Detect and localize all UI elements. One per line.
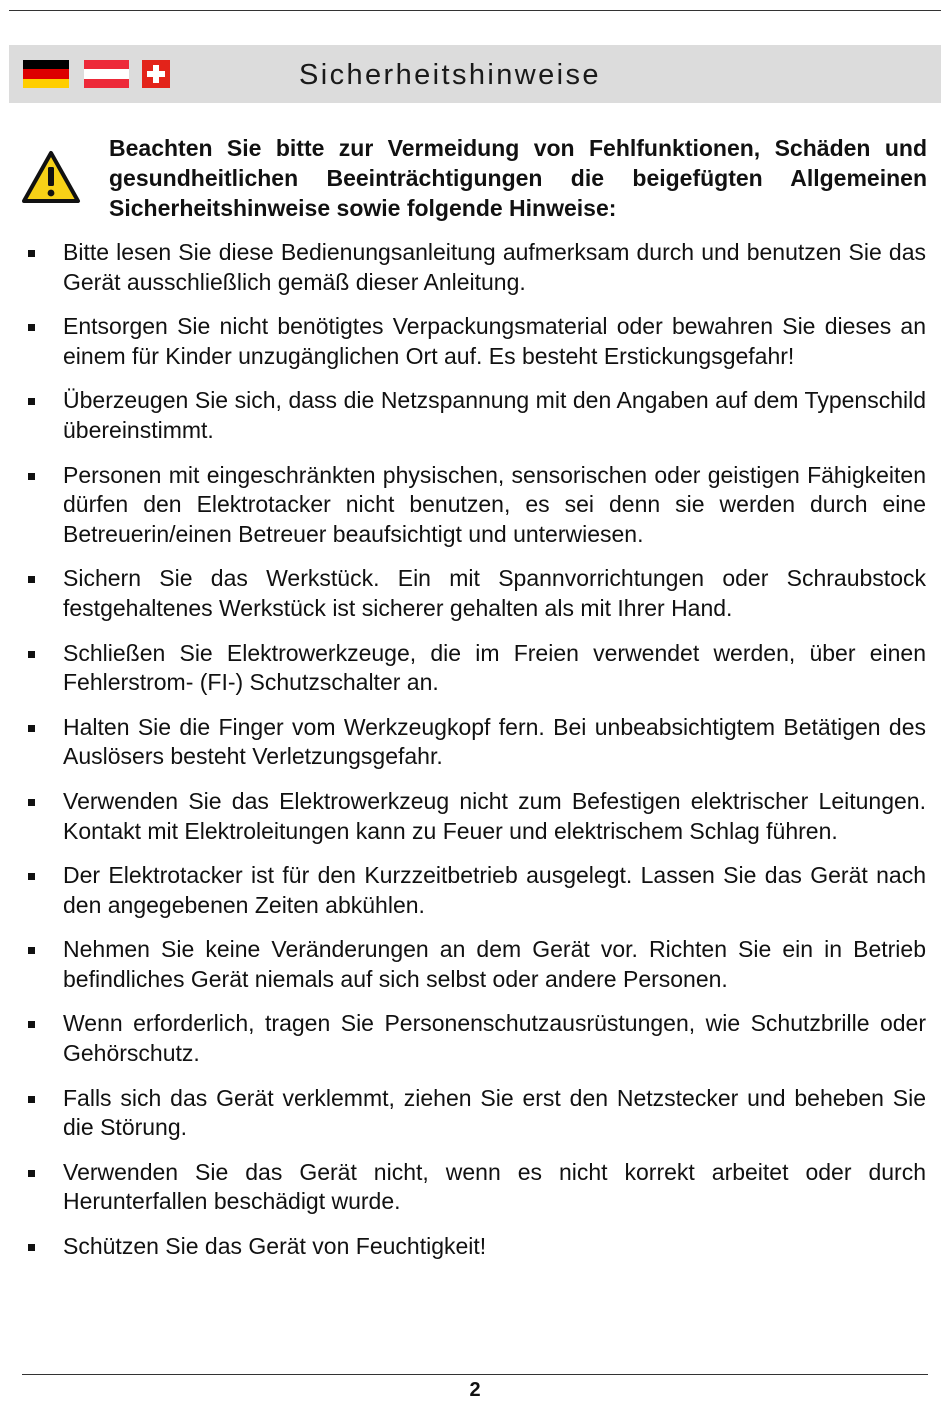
- list-item-text: Entsorgen Sie nicht benötigtes Verpackungsmaterial oder bewahren Sie dieses an einem für Kinder unzugänglichen Ort auf. Es besteht Erstickungsgefahr!: [63, 313, 926, 369]
- bullet-icon: [28, 725, 35, 732]
- list-item: [26, 713, 926, 772]
- bullet-icon: [28, 1244, 35, 1251]
- list-item-text: Halten Sie die Finger vom Werkzeugkopf fern. Bei unbeabsichtigtem Betätigen des Auslösers besteht Verletzungsgefahr.: [63, 713, 926, 770]
- bullet-icon: [28, 947, 35, 954]
- list-item: [26, 1158, 926, 1217]
- bullet-icon: [28, 324, 35, 331]
- list-item: [26, 1009, 926, 1068]
- bullet-icon: [28, 651, 35, 658]
- list-item-text: Falls sich das Gerät verklemmt, ziehen Sie erst den Netzstecker und beheben Sie die Störung.: [63, 1084, 926, 1141]
- bullet-icon: [28, 1170, 35, 1177]
- list-item-text: Überzeugen Sie sich, dass die Netzspannung mit den Angaben auf dem Typenschild übereinstimmt.: [63, 387, 926, 443]
- bullet-icon: [28, 576, 35, 583]
- intro-text: Beachten Sie bitte zur Vermeidung von Fehlfunktionen, Schäden und gesundheitlichen Beeinträchtigungen die beigefügten Allgemeinen Sicherheitshinweise sowie folgende Hinweise:: [109, 135, 927, 221]
- page-number: 2: [469, 1379, 481, 1401]
- list-item: [26, 639, 926, 698]
- list-item: [26, 312, 926, 371]
- bullet-icon: [28, 799, 35, 806]
- list-item-text: Verwenden Sie das Gerät nicht, wenn es nicht korrekt arbeitet oder durch Herunterfallen beschädigt wurde.: [63, 1158, 926, 1215]
- austria-flag-icon: [84, 60, 129, 88]
- list-item-text: Wenn erforderlich, tragen Sie Personenschutzausrüstungen, wie Schutzbrille oder Gehörschutz.: [63, 1010, 926, 1067]
- page-title: Sicherheitshinweise: [299, 59, 601, 91]
- switzerland-flag-icon: [142, 60, 170, 88]
- list-item-text: Personen mit eingeschränkten physischen, sensorischen oder geistigen Fähigkeiten dürfen den Elektrotacker nicht benutzen, es sei denn sie werden durch eine Betreuerin/einen Betreuer beaufsichtigt und unterwiesen.: [63, 461, 926, 547]
- bullet-icon: [28, 250, 35, 257]
- list-item: [26, 1084, 926, 1143]
- list-item: [26, 564, 926, 623]
- list-item: [26, 238, 926, 297]
- bullet-icon: [28, 473, 35, 480]
- bullet-icon: [28, 873, 35, 880]
- safety-notes-list: [26, 238, 926, 1277]
- section-header: [9, 45, 941, 103]
- list-item-text: Verwenden Sie das Elektrowerkzeug nicht zum Befestigen elektrischer Leitungen. Kontakt mit Elektroleitungen kann zu Feuer und elektrischem Schlag führen.: [63, 787, 926, 844]
- germany-flag-icon: [23, 60, 69, 88]
- bullet-icon: [28, 398, 35, 405]
- list-item-text: Nehmen Sie keine Veränderungen an dem Gerät vor. Richten Sie ein in Betrieb befindliches Gerät niemals auf sich selbst oder andere Personen.: [63, 936, 926, 992]
- warning-triangle-icon: [21, 150, 81, 204]
- list-item-text: Bitte lesen Sie diese Bedienungsanleitung aufmerksam durch und benutzen Sie das Gerät ausschließlich gemäß dieser Anleitung.: [63, 239, 926, 295]
- bullet-icon: [28, 1021, 35, 1028]
- list-item: [26, 935, 926, 994]
- list-item: [26, 861, 926, 920]
- list-item-text: Sichern Sie das Werkstück. Ein mit Spannvorrichtungen oder Schraubstock festgehaltenes Werkstück ist sicherer gehalten als mit Ihrer Hand.: [63, 565, 926, 621]
- footer-rule: [22, 1374, 928, 1375]
- list-item-text: Schützen Sie das Gerät von Feuchtigkeit!: [63, 1233, 487, 1260]
- list-item: [26, 386, 926, 445]
- top-rule: [9, 10, 941, 11]
- list-item: [26, 1232, 926, 1262]
- bullet-icon: [28, 1096, 35, 1103]
- list-item-text: Der Elektrotacker ist für den Kurzzeitbetrieb ausgelegt. Lassen Sie das Gerät nach den angegebenen Zeiten abkühlen.: [63, 862, 926, 918]
- list-item-text: Schließen Sie Elektrowerkzeuge, die im Freien verwendet werden, über einen Fehlerstrom- (FI-) Schutzschalter an.: [63, 639, 926, 696]
- list-item: [26, 461, 926, 550]
- list-item: [26, 787, 926, 846]
